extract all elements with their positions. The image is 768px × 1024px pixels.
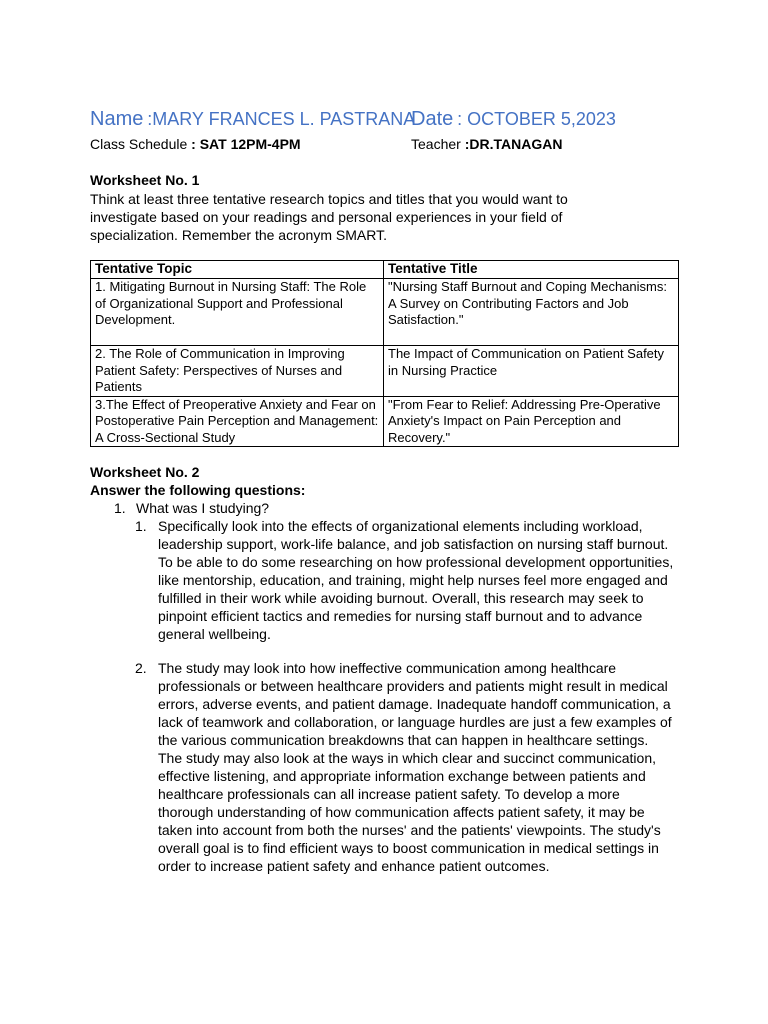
worksheet1-title: Worksheet No. 1 <box>90 172 200 188</box>
table-row <box>91 279 679 346</box>
answer-text: The study may look into how ineffective communication among healthcare professionals or between healthcare providers and patients might result in medical errors, adverse events, and patient damage. Inadequate handoff communication, a lack of teamwork and collaboration, or language hurdles are just a few examples of the various communication breakdowns that can happen in healthcare settings. The study may also look at the ways in which clear and succinct communication, effective listening, and appropriate information exchange between patients and healthcare professionals can all increase patient safety. To develop a more thorough understanding of how communication affects patient safety, it may be taken into account from both the nurses' and the patients' viewpoints. The study's overall goal is to find efficient ways to boost communication in medical settings in order to increase patient safety and enhance patient outcomes. <box>158 660 672 874</box>
worksheet1-description: Think at least three tentative research topics and titles that you would want to investigate based on your readings and personal experiences in your field of specialization. Remember the acronym SMART. <box>90 191 568 243</box>
topic-cell: 1. Mitigating Burnout in Nursing Staff: The Role of Organizational Support and Professional Development. <box>91 279 384 346</box>
title-cell: "From Fear to Relief: Addressing Pre-Operative Anxiety's Impact on Pain Perception and Recovery." <box>384 396 679 447</box>
worksheet2-instruction: Answer the following questions: <box>90 482 306 498</box>
title-cell: The Impact of Communication on Patient Safety in Nursing Practice <box>384 346 679 397</box>
name-value: :MARY FRANCES L. PASTRANA <box>147 109 416 129</box>
topic-cell: 3.The Effect of Preoperative Anxiety and Fear on Postoperative Pain Perception and Management: A Cross-Sectional Study <box>91 396 384 447</box>
question-item <box>114 500 269 516</box>
answer-item <box>135 659 675 875</box>
question-number: 1. <box>114 500 126 516</box>
topic-cell: 2. The Role of Communication in Improving Patient Safety: Perspectives of Nurses and Patients <box>91 346 384 397</box>
answer-number: 2. <box>135 660 147 676</box>
answer-text: Specifically look into the effects of organizational elements including workload, leadership support, work-life balance, and job satisfaction on nursing staff burnout. To be able to do some researching on how professional development opportunities, like mentorship, education, and training, might help nurses feel more engaged and fulfilled in their work while avoiding burnout. Overall, this research may seek to pinpoint efficient tactics and remedies for nursing staff burnout and to advance general wellbeing. <box>158 518 674 642</box>
schedule-value: : SAT 12PM-4PM <box>191 136 301 152</box>
name-label: Name <box>90 108 144 130</box>
research-topics-table <box>90 260 679 447</box>
table-row <box>91 396 679 447</box>
date-value: : OCTOBER 5,2023 <box>457 109 616 129</box>
column-header-title: Tentative Title <box>384 261 679 279</box>
table-row <box>91 346 679 397</box>
column-header-topic: Tentative Topic <box>91 261 384 279</box>
table-header-row <box>91 261 679 279</box>
answer-number: 1. <box>135 518 147 534</box>
schedule-field <box>90 136 301 152</box>
teacher-label: Teacher <box>411 136 461 152</box>
date-label: Date <box>411 108 454 130</box>
teacher-value: :DR.TANAGAN <box>464 136 563 152</box>
worksheet2-title: Worksheet No. 2 <box>90 464 200 480</box>
header-row-schedule-teacher <box>90 136 710 156</box>
name-field <box>90 108 415 131</box>
teacher-field <box>411 136 562 152</box>
header-row-name-date <box>90 108 710 136</box>
question-text: What was I studying? <box>136 500 270 516</box>
schedule-label: Class Schedule <box>90 136 188 152</box>
date-field <box>411 108 616 131</box>
title-cell: "Nursing Staff Burnout and Coping Mechanisms: A Survey on Contributing Factors and Job Satisfaction." <box>384 279 679 346</box>
answer-item <box>135 517 675 643</box>
